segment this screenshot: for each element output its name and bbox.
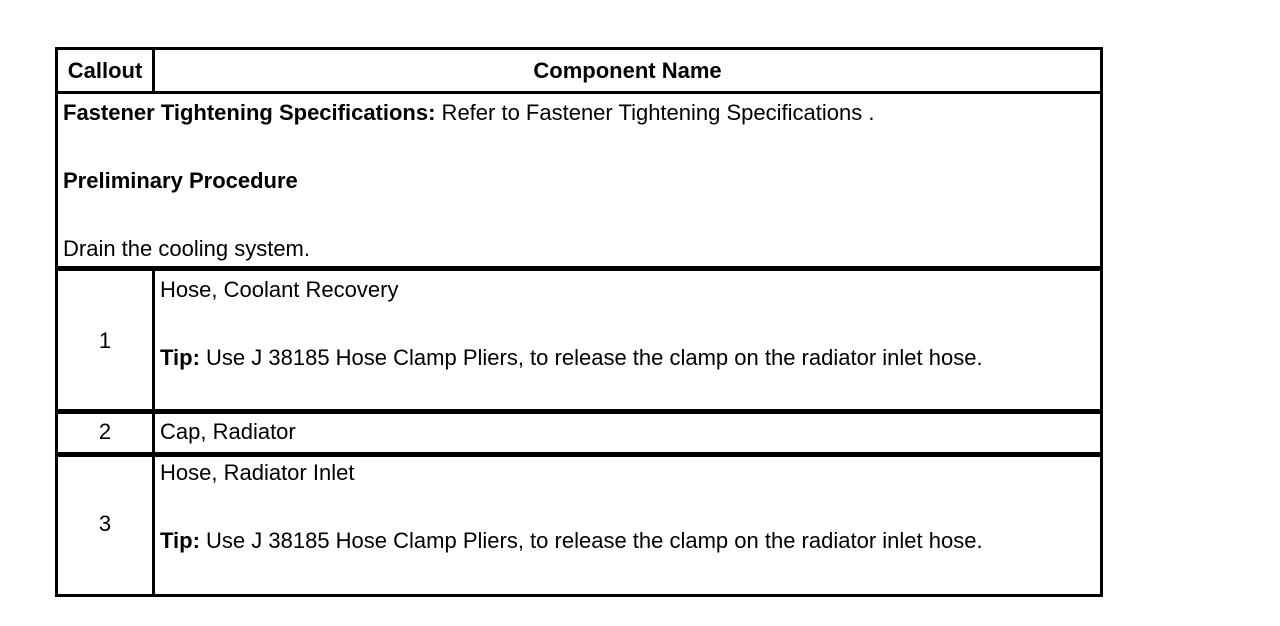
row-1-tip-text: Use J 38185 Hose Clamp Pliers, to release the clamp on the radiator inlet hose. [199, 345, 983, 370]
row-1-column-divider [152, 271, 155, 409]
row-3-component-name: Hose, Radiator Inlet [160, 460, 355, 485]
row-3-column-divider [152, 457, 155, 594]
fastener-spec-label: Fastener Tightening Specifications: [63, 100, 436, 125]
row-1-callout: 1 [98, 328, 112, 353]
row-1-tip-label: Tip: [160, 345, 200, 370]
row-1-tip [160, 345, 983, 371]
row-3-tip-text: Use J 38185 Hose Clamp Pliers, to release the clamp on the radiator inlet hose. [199, 528, 983, 553]
fastener-spec-line [63, 100, 874, 126]
row-1-component-name: Hose, Coolant Recovery [160, 277, 399, 302]
component-table [55, 47, 1103, 597]
row-3-tip [160, 528, 983, 554]
header-divider [58, 91, 1100, 94]
preamble-divider [58, 266, 1100, 271]
row-2-divider [58, 452, 1100, 457]
header-component-name: Component Name [533, 58, 722, 83]
row-2-component-name: Cap, Radiator [160, 419, 296, 444]
row-2-callout: 2 [98, 419, 112, 444]
row-2-column-divider [152, 414, 155, 452]
fastener-spec-text: Refer to Fastener Tightening Specifications . [435, 100, 875, 125]
preliminary-procedure-heading: Preliminary Procedure [63, 168, 298, 193]
row-3-tip-label: Tip: [160, 528, 200, 553]
preliminary-procedure-step: Drain the cooling system. [63, 236, 310, 261]
row-3-callout: 3 [98, 511, 112, 536]
row-1-divider [58, 409, 1100, 414]
header-callout: Callout [67, 58, 143, 83]
